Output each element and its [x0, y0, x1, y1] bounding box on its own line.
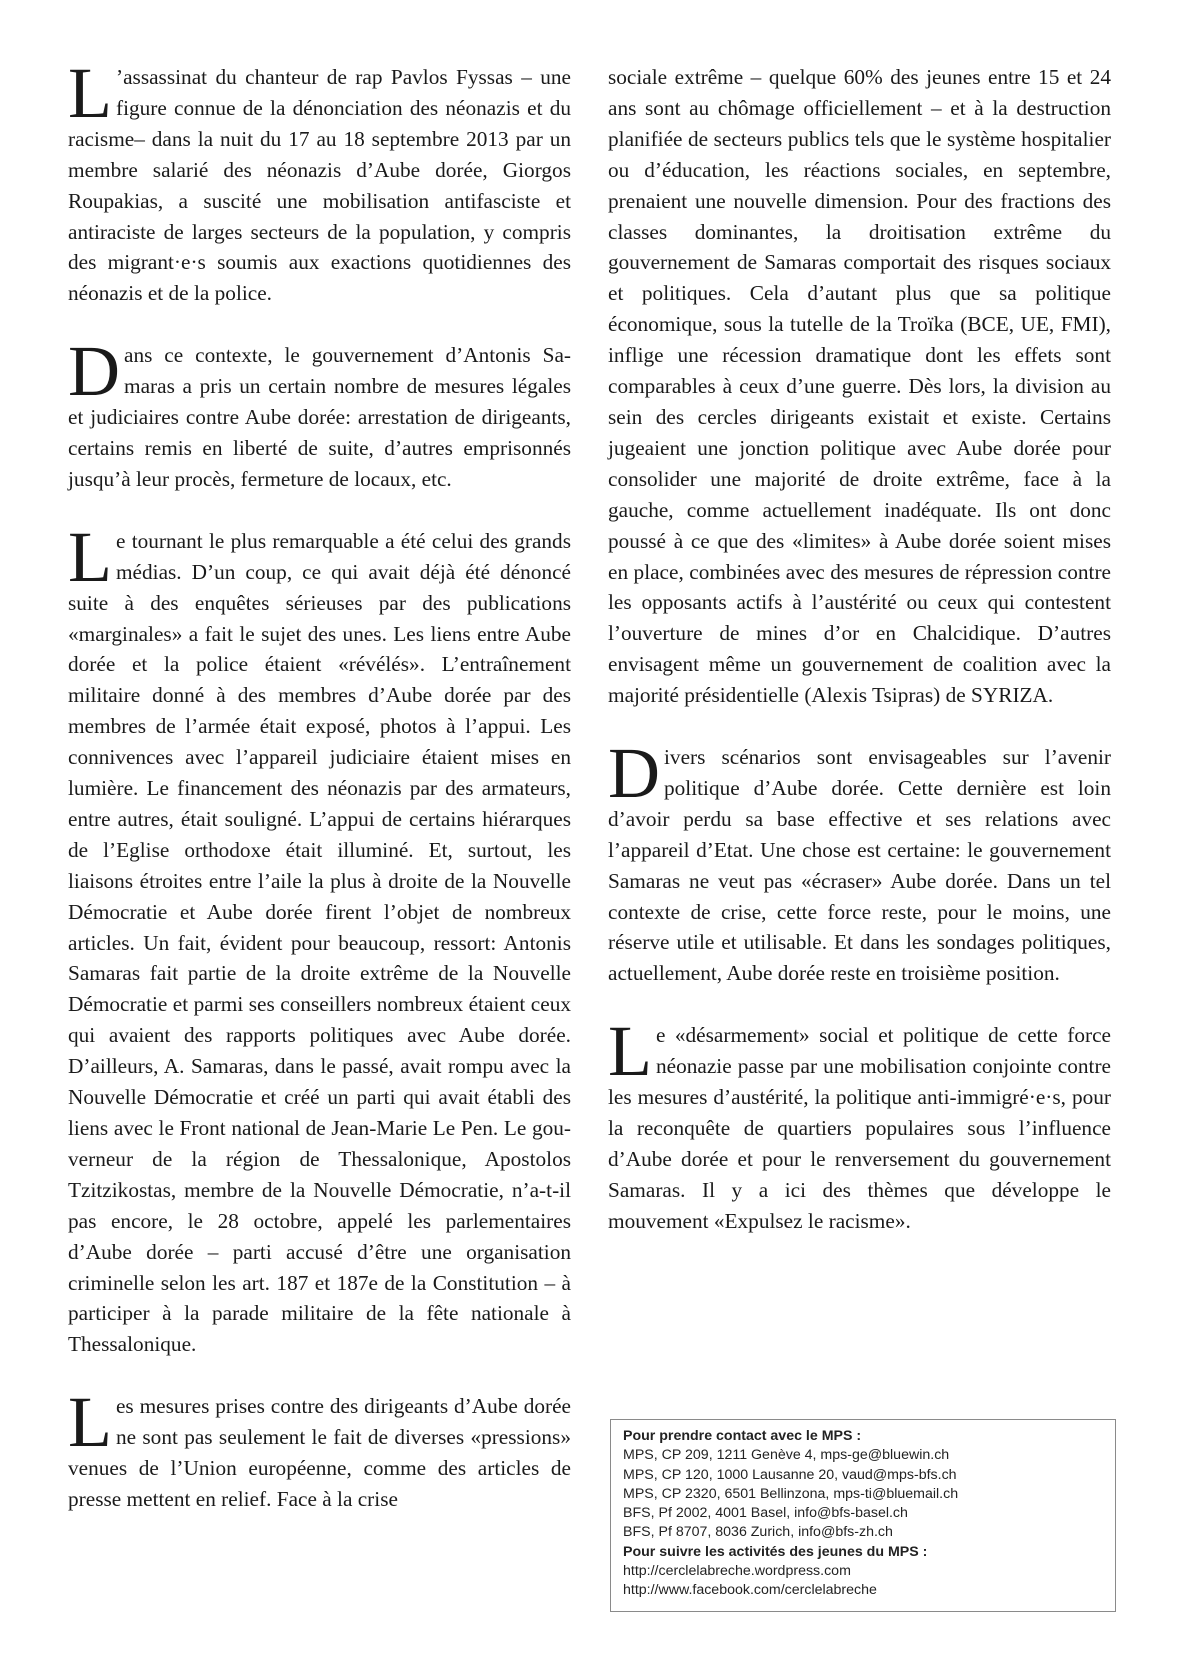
drop-cap: L [68, 53, 112, 133]
contact-box [610, 1419, 1116, 1612]
contact-address: BFS, Pf 8707, 8036 Zurich, info@bfs-zh.ch [623, 1524, 893, 1541]
drop-cap: L [68, 516, 112, 597]
contact-address: BFS, Pf 2002, 4001 Basel, info@bfs-basel.ch [623, 1505, 908, 1522]
contact-address: MPS, CP 120, 1000 Lausanne 20, vaud@mps-bfs.ch [623, 1466, 957, 1483]
youth-heading: Pour suivre les activités des jeunes du MPS : [623, 1543, 928, 1560]
right-column [608, 62, 1111, 1268]
contact-link: http://cerclelabreche.wordpress.com [623, 1563, 851, 1580]
paragraph-social-crisis [608, 62, 1111, 711]
contact-heading: Pour prendre contact avec le MPS : [623, 1428, 862, 1444]
paragraph-text: e «désarmement» social et politique de cette force néonazie passe par une mobilisation conjointe contre les mesures d’austérité, la politique anti-immigré·e·s, pour la reconquête de quartiers populaires sous l’influence d’Aube dorée et pour le renversement du gouvernement Samaras. Il y a ici des thèmes que développe le mouvement «Expulsez le racisme». [608, 1023, 1111, 1233]
paragraph-text: sociale extrême – quelque 60% des jeunes entre 15 et 24 ans sont au chômage officiellement – et à la destruction planifiée de secteurs publics tels que le système hospitalier ou d’éducation, les réactions sociales, en septembre, prenaient une nouvelle dimension. Pour des fractions des classes dominantes, la droitisation extrême du gouvernement de Samaras comportait des risques sociaux et politiques. Cela d’autant plus que sa politique économique, sous la tutelle de la Troïka (BCE, UE, FMI), inflige une récession dramatique dont les effets sont comparables à ceux d’une guerre. Dès lors, la division au sein des cercles dirigeants existait et existe. Certains jugeaient une jonction politique avec Aube dorée pour consolider une majorité de droite extrême, face à la gauche, comme actuellement inadéquate. Ils ont donc poussé à ce que des «limites» à Aube dorée soient mises en place, combinées avec des mesures de répression contre les opposants actifs à l’austérité ou ceux qui contestent l’ouverture de mines d’or en Chalcidique. D’autres envisagent même un gouvernement de coalition avec la majorité présidentielle (Alexis Tsipras) de SYRIZA. [608, 65, 1111, 708]
contact-address: MPS, CP 2320, 6501 Bellinzona, mps-ti@bluemail.ch [623, 1485, 959, 1502]
paragraph-eu-pressures [68, 1382, 571, 1515]
paragraph-disarmament [608, 1011, 1111, 1236]
paragraph-government-measures [68, 331, 571, 495]
drop-cap: L [608, 1011, 652, 1092]
contact-address: MPS, CP 209, 1211 Genève 4, mps-ge@bluewin.ch [623, 1447, 950, 1464]
drop-cap: D [608, 733, 660, 814]
paragraph-text: ivers scénarios sont envisageables sur l’avenir politique d’Aube dorée. Cette dernière est loin d’avoir perdu sa base effective et ses relations avec l’appareil d’Etat. Une chose est certaine: le gouvernement Samaras ne veut pas «écraser» Aube dorée. Dans un tel contexte de crise, cette force reste, pour le moins, une réserve utile et utilisable. Et dans les sondages politiques, actuellement, Aube dorée reste en troisième position. [608, 745, 1111, 986]
drop-cap: L [68, 1382, 112, 1463]
paragraph-text: ans ce contexte, le gouvernement d’Antonis Samaras a pris un certain nombre de mesures légales et judiciaires contre Aube dorée: arrestation de dirigeants, certains remis en liberté de suite, d’autres emprisonnés jusqu’à leur procès, fermeture de locaux, etc. [68, 343, 571, 491]
paragraph-media-turn [68, 516, 571, 1360]
paragraph-scenarios [608, 733, 1111, 989]
drop-cap: D [68, 331, 120, 412]
contact-link: http://www.facebook.com/cerclelabreche [623, 1582, 877, 1599]
paragraph-text: e tournant le plus remarquable a été celui des grands médias. D’un coup, ce qui avait déjà été dénoncé suite à des enquêtes sérieuses par des publications «marginales» a fait le sujet des unes. Les liens entre Aube dorée et la police étaient «révélés». L’entraînement militaire donné à des membres d’Aube dorée par des membres de l’armée était exposé, photos à l’appui. Les connivences avec l’appareil judiciaire étaient mises en lumière. Le financement des néonazis par des armateurs, entre autres, était souligné. L’appui de certains hiérarques de l’Eglise orthodoxe était illuminé. Et, surtout, les liaisons étroites entre l’aile la plus à droite de la Nouvelle Démocratie et Aube dorée firent l’objet de nombreux articles. Un fait, évident pour beaucoup, ressort: Antonis Samaras fait partie de la droite extrême de la Nouvelle Démocratie et parmi ses conseillers nombreux étaient ceux qui avaient des rapports politiques avec Aube dorée. D’ailleurs, A. Samaras, dans le passé, avait rompu avec la Nouvelle Démocratie et créé un parti qui avait établi des liens avec le Front national de Jean-Marie Le Pen. Le gouverneur de la région de Thessalonique, Apostolos Tzitzikostas, membre de la Nouvelle Démocratie, n’a-t-il pas encore, le 28 octobre, appelé les parlementaires d’Aube dorée – parti accusé d’être une organisation criminelle selon les art. 187 et 187e de la Constitution – à participer à la parade militaire de la fête nationale à Thessalonique. [68, 528, 571, 1357]
paragraph-fyssas-assassination [68, 53, 571, 309]
paragraph-text: ’assassinat du chanteur de rap Pavlos Fyssas – une figure connue de la dénonciation des néonazis et du racisme– dans la nuit du 17 au 18 septembre 2013 par un membre salarié des néonazis d’Aube dorée, Giorgos Roupakias, a suscité une mobilisation antifasciste et antiraciste de larges secteurs de la population, y compris des migrant·e·s soumis aux exactions quotidiennes des néonazis et de la police. [68, 65, 571, 306]
left-column [68, 53, 571, 1546]
paragraph-text: es mesures prises contre des dirigeants d’Aube dorée ne sont pas seulement le fait de diverses «pressions» venues de l’Union européenne, comme des articles de presse mettent en relief. Face à la crise [68, 1394, 571, 1511]
